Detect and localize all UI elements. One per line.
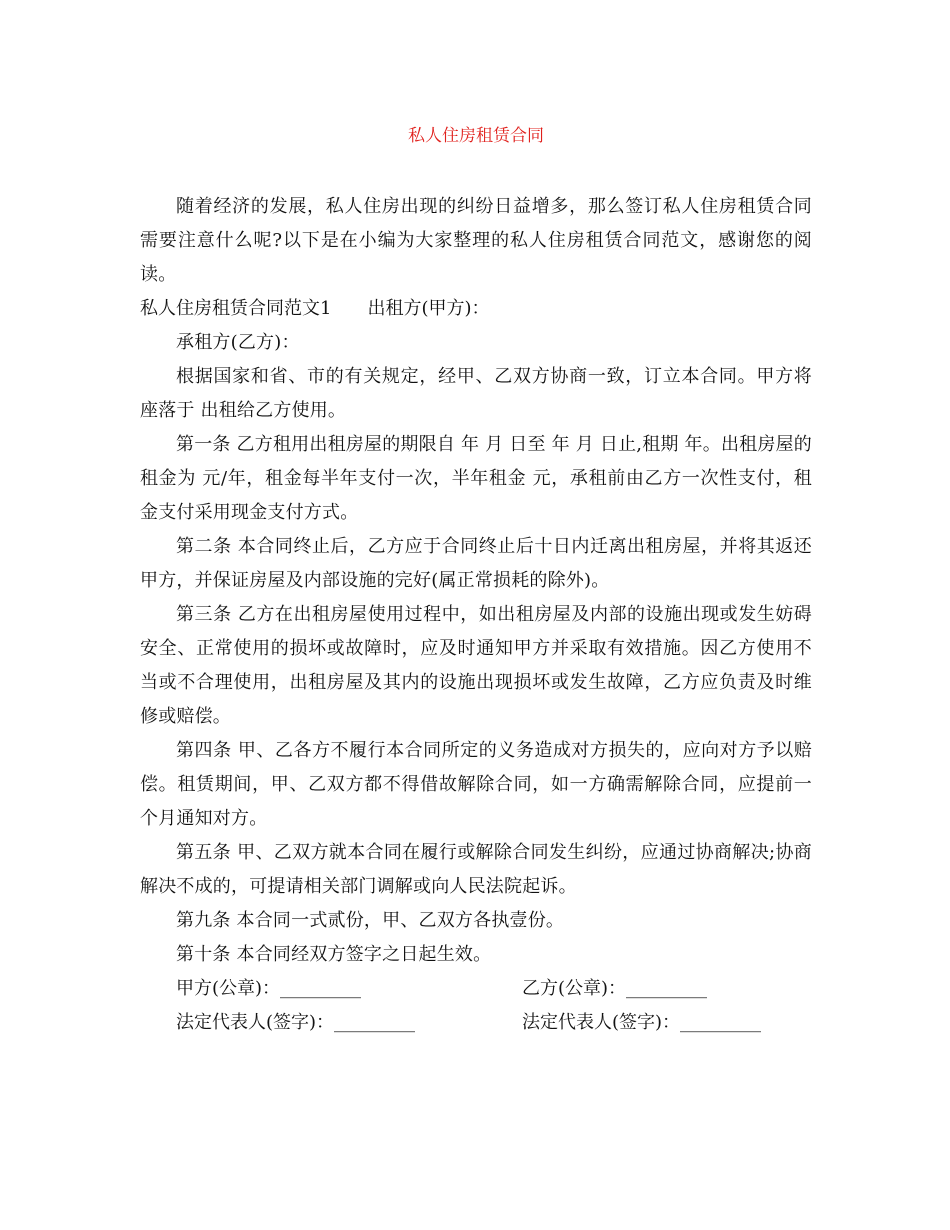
clause-paragraph-5: 第五条 甲、乙双方就本合同在履行或解除合同发生纠纷，应通过协商解决;协商解决不成的，可提请相关部门调解或向人民法院起诉。	[140, 842, 812, 897]
sample-heading: 私人住房租赁合同范文1	[140, 298, 332, 319]
document-title: 私人住房租赁合同	[408, 126, 544, 146]
seal-signature-row	[140, 972, 812, 1006]
lessee-label: 承租方(乙方)：	[176, 332, 300, 353]
clause-paragraph-1: 第一条 乙方租用出租房屋的期限自 年 月 日至 年 月 日止,租期 年。出租房屋的租金为 元/年，租金每半年支付一次，半年租金 元，承租前由乙方一次性支付，租金支付采用现金支付方式。	[140, 434, 812, 523]
clause-paragraph-2: 第二条 本合同终止后，乙方应于合同终止后十日内迁离出租房屋，并将其返还甲方，并保证房屋及内部设施的完好(属正常损耗的除外)。	[140, 536, 812, 591]
clause-paragraph-preamble: 根据国家和省、市的有关规定，经甲、乙双方协商一致，订立本合同。甲方将座落于 出租给乙方使用。	[140, 366, 812, 421]
party-a-seal-field: 甲方(公章)：_________	[176, 978, 362, 999]
document-body	[140, 190, 812, 1040]
party-a-rep-field: 法定代表人(签字)：_________	[176, 1012, 416, 1033]
intro-paragraph: 随着经济的发展，私人住房出现的纠纷日益增多，那么签订私人住房租赁合同需要注意什么呢?以下是在小编为大家整理的私人住房租赁合同范文，感谢您的阅读。	[140, 196, 812, 285]
clause-paragraph-10: 第十条 本合同经双方签字之日起生效。	[176, 944, 492, 965]
party-b-rep-field: 法定代表人(签字)：_________	[522, 1012, 762, 1033]
clause-paragraph-3: 第三条 乙方在出租房屋使用过程中，如出租房屋及内部的设施出现或发生妨碍安全、正常使用的损坏或故障时，应及时通知甲方并采取有效措施。因乙方使用不当或不合理使用，出租房屋及其内的设施出现损坏或发生故障，乙方应负责及时维修或赔偿。	[140, 604, 812, 727]
party-b-seal-field: 乙方(公章)：_________	[522, 978, 708, 999]
lessor-label: 出租方(甲方)：	[367, 298, 490, 319]
sample-heading-line	[140, 292, 812, 326]
representative-signature-row	[140, 1006, 812, 1040]
clause-paragraph-4: 第四条 甲、乙各方不履行本合同所定的义务造成对方损失的，应向对方予以赔偿。租赁期间，甲、乙双方都不得借故解除合同，如一方确需解除合同，应提前一个月通知对方。	[140, 740, 812, 829]
clause-paragraph-9: 第九条 本合同一式贰份，甲、乙双方各执壹份。	[176, 910, 565, 931]
